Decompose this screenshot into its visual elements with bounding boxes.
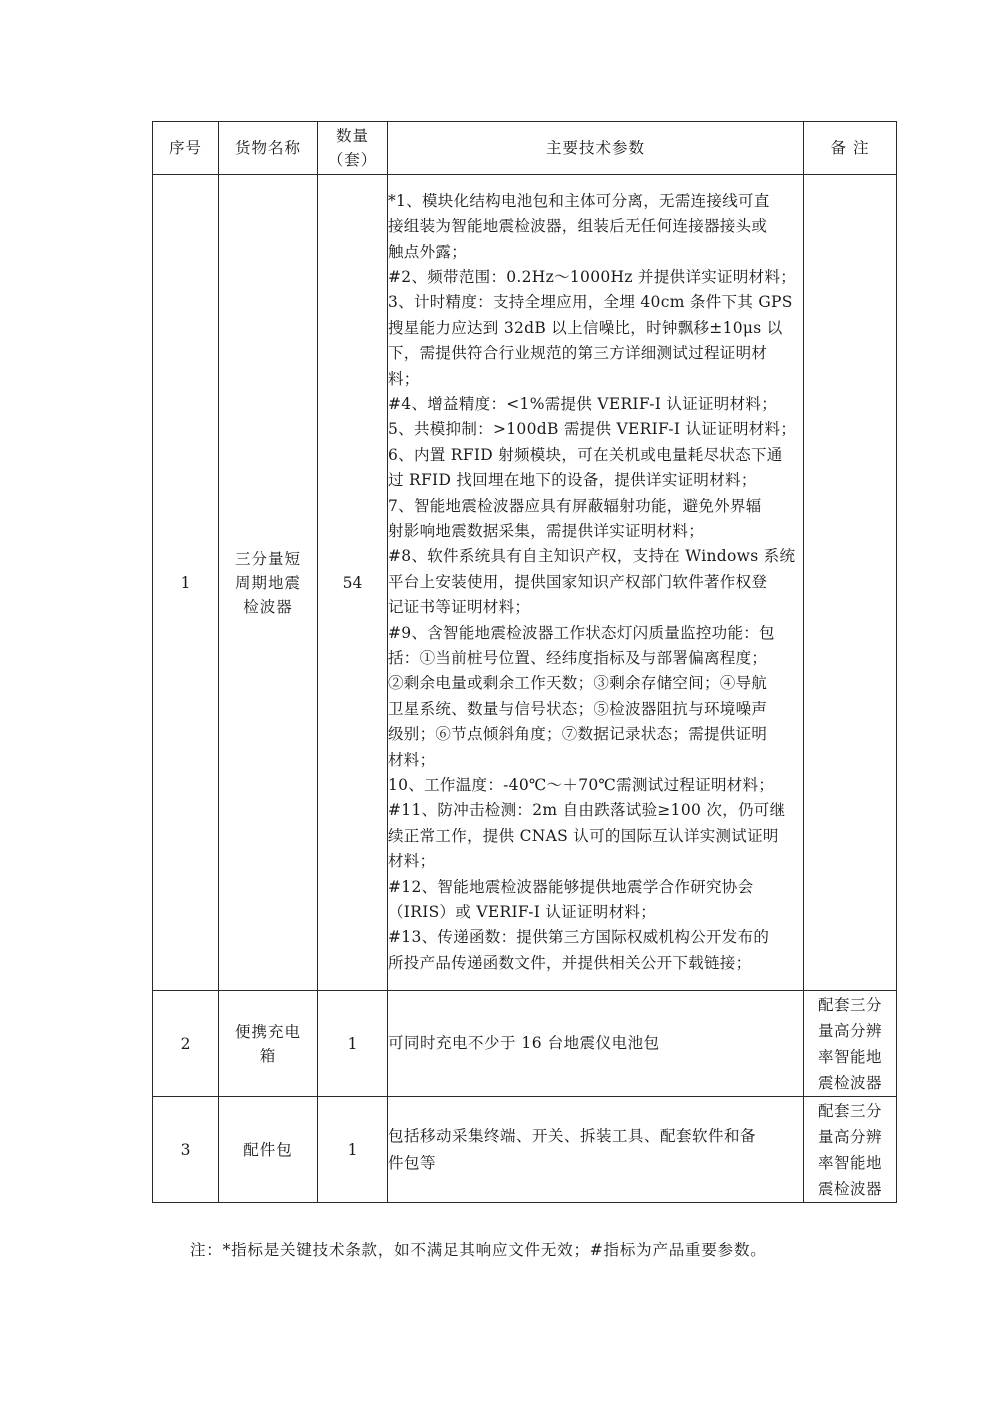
param-line: 过 RFID 找回埋在地下的设备，提供详实证明材料；: [388, 471, 757, 490]
param-line: 续正常工作，提供 CNAS 认可的国际互认详实测试证明: [388, 826, 779, 845]
footnote: 注：*指标是关键技术条款，如不满足其响应文件无效；#指标为产品重要参数。: [190, 1241, 767, 1259]
spec-table: [152, 121, 897, 1203]
param-line: 射影响地震数据采集，需提供详实证明材料；: [388, 521, 705, 540]
row-name: [219, 1097, 318, 1203]
param-line: 7、智能地震检波器应具有屏蔽辐射功能，避免外界辐: [388, 496, 762, 515]
name-line: 配件包: [243, 1140, 293, 1159]
table-row: [153, 175, 897, 991]
remark-line: 量高分辨: [817, 1021, 882, 1040]
remark-line: 配套三分: [817, 995, 882, 1014]
remark-line: 震检波器: [817, 1073, 882, 1092]
param-line: #2、频带范围：0.2Hz～1000Hz 并提供详实证明材料；: [388, 267, 797, 286]
param-line: 接组装为智能地震检波器，组装后无任何连接器接头或: [388, 217, 768, 236]
remark-line: 配套三分: [817, 1101, 882, 1120]
row-params: [388, 991, 804, 1097]
row-remark: [804, 175, 897, 991]
remark-line: 震检波器: [817, 1179, 882, 1198]
param-line: 6、内置 RFID 射频模块，可在关机或电量耗尽状态下通: [388, 445, 783, 464]
remark-line: 量高分辨: [817, 1127, 882, 1146]
row-index: 3: [153, 1097, 219, 1203]
row-params: [388, 175, 804, 991]
row-name: [219, 175, 318, 991]
param-line: 下，需提供符合行业规范的第三方详细测试过程证明材: [388, 344, 768, 363]
row-index: 1: [153, 175, 219, 991]
remark-line: 率智能地: [817, 1047, 882, 1066]
name-line: 周期地震: [234, 573, 301, 592]
header-qty: [318, 122, 388, 175]
param-line: 10、工作温度：-40℃～＋70℃需测试过程证明材料；: [388, 776, 775, 795]
param-line: 5、共模抑制：>100dB 需提供 VERIF-I 认证证明材料；: [388, 420, 797, 439]
name-line: 三分量短: [234, 549, 301, 568]
param-line: 搜星能力应达到 32dB 以上信噪比，时钟飘移±10μs 以: [388, 318, 783, 337]
header-row: [153, 122, 897, 175]
param-line: 卫星系统、数量与信号状态；⑤检波器阻抗与环境噪声: [388, 699, 768, 718]
row-remark: [804, 1097, 897, 1203]
param-line: 3、计时精度：支持全埋应用，全埋 40cm 条件下其 GPS: [388, 293, 793, 312]
header-index: 序号: [153, 122, 219, 175]
param-line: #4、增益精度：<1%需提供 VERIF-I 认证证明材料；: [388, 394, 778, 413]
row-qty: 54: [318, 175, 388, 991]
param-line: 平台上安装使用，提供国家知识产权部门软件著作权登: [388, 572, 768, 591]
name-line: 箱: [259, 1046, 277, 1065]
param-line: 所投产品传递函数文件，并提供相关公开下载链接；: [388, 953, 752, 972]
desc-line: 包括移动采集终端、开关、拆装工具、配套软件和备: [388, 1126, 757, 1145]
name-line: 检波器: [243, 597, 293, 616]
header-name: 货物名称: [219, 122, 318, 175]
desc-line: 件包等: [388, 1153, 437, 1172]
header-qty-line1: 数量: [335, 127, 369, 145]
param-line: 记证书等证明材料；: [388, 598, 531, 617]
param-line: 级别；⑥节点倾斜角度；⑦数据记录状态；需提供证明: [388, 725, 768, 744]
param-line: （IRIS）或 VERIF-I 认证证明材料；: [388, 903, 657, 922]
row-params: [388, 1097, 804, 1203]
param-line: #12、智能地震检波器能够提供地震学合作研究协会: [388, 877, 754, 896]
row-index: 2: [153, 991, 219, 1097]
param-line: 括：①当前桩号位置、经纬度指标及与部署偏离程度；: [388, 649, 768, 668]
param-line: *1、模块化结构电池包和主体可分离，无需连接线可直: [388, 191, 770, 210]
param-line: #11、防冲击检测：2m 自由跌落试验≥100 次，仍可继: [388, 801, 786, 820]
param-line: #9、含智能地震检波器工作状态灯闪质量监控功能：包: [388, 623, 775, 642]
row-name: [219, 991, 318, 1097]
row-remark: [804, 991, 897, 1097]
param-line: 触点外露；: [388, 242, 468, 261]
header-params: 主要技术参数: [388, 122, 804, 175]
header-remark: 备 注: [804, 122, 897, 175]
header-qty-line2: （套）: [327, 151, 378, 169]
param-line: 材料；: [388, 750, 436, 769]
param-line: 料；: [388, 369, 420, 388]
table-row: [153, 1097, 897, 1203]
param-line: 材料；: [388, 852, 436, 871]
table-row: [153, 991, 897, 1097]
remark-line: 率智能地: [817, 1153, 882, 1172]
desc-line: 可同时充电不少于 16 台地震仪电池包: [388, 1034, 660, 1052]
param-line: #8、软件系统具有自主知识产权，支持在 Windows 系统: [388, 547, 796, 566]
name-line: 便携充电: [234, 1022, 301, 1041]
row-qty: 1: [318, 991, 388, 1097]
param-line: #13、传递函数：提供第三方国际权威机构公开发布的: [388, 928, 770, 947]
param-line: ②剩余电量或剩余工作天数；③剩余存储空间；④导航: [388, 674, 768, 693]
row-qty: 1: [318, 1097, 388, 1203]
